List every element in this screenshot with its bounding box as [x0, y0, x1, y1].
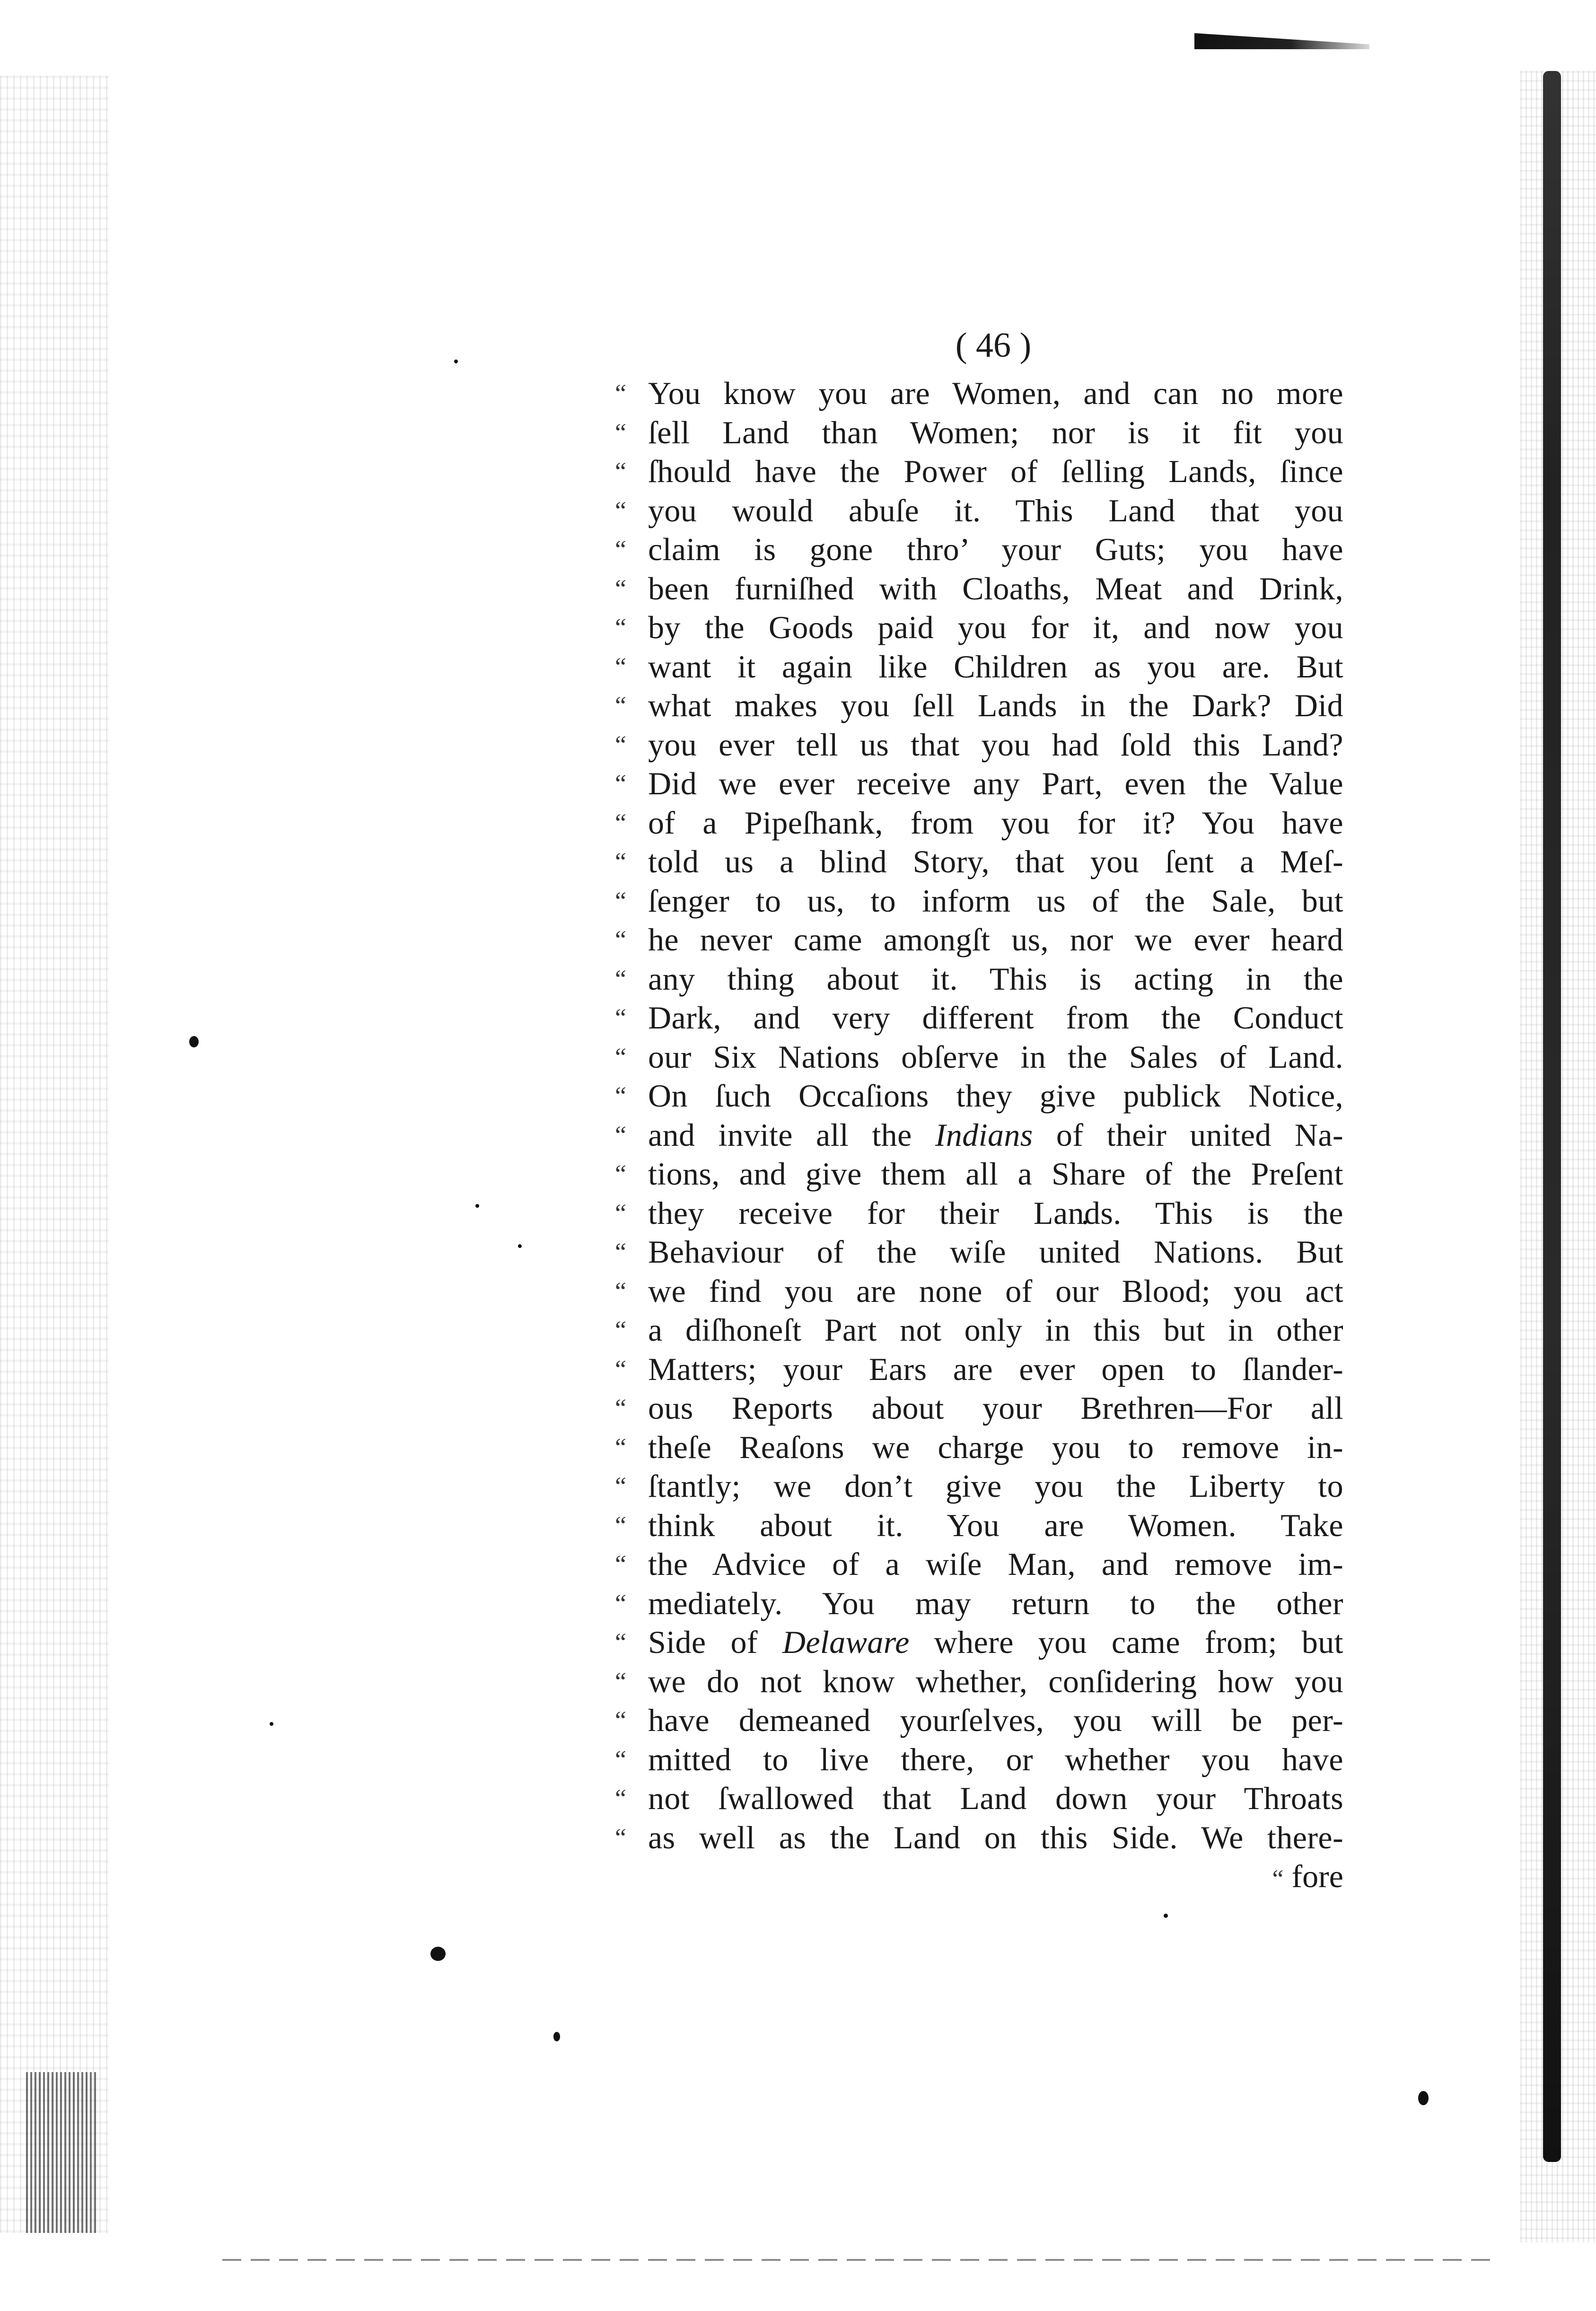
text-line: [615, 881, 1343, 921]
ink-speck: [189, 1036, 199, 1047]
body-text: [615, 374, 1343, 1896]
line-text: ſtantly; we don’t give you the Liberty to: [648, 1468, 1343, 1504]
quotation-mark: “: [615, 613, 626, 641]
quotation-mark: “: [615, 1706, 626, 1734]
quotation-mark: “: [615, 1160, 626, 1188]
line-text: as well as the Land on this Side. We there-: [648, 1819, 1343, 1855]
quotation-mark: “: [615, 730, 626, 759]
quotation-mark: “: [615, 1589, 626, 1617]
line-text: On ſuch Occaſions they give publick Notice,: [648, 1078, 1343, 1114]
quotation-mark: “: [615, 769, 626, 798]
text-line: [615, 764, 1343, 803]
ink-speck: [454, 360, 458, 363]
text-line: [615, 569, 1343, 608]
text-line: [615, 1740, 1343, 1779]
text-line: [615, 1467, 1343, 1506]
line-text: [648, 1623, 1343, 1662]
italic-word: Delaware: [782, 1624, 910, 1660]
quotation-mark: “: [615, 574, 626, 603]
text-line: [615, 1272, 1343, 1311]
line-text: mediately. You may return to the other: [648, 1585, 1343, 1621]
quotation-mark: “: [615, 1550, 626, 1578]
quotation-mark: “: [615, 1472, 626, 1500]
text-line: [615, 1623, 1343, 1662]
quotation-mark: “: [615, 1198, 626, 1227]
line-text: been furniſhed with Cloaths, Meat and Drink,: [648, 570, 1343, 606]
text-line: [615, 1779, 1343, 1818]
line-text: you would abuſe it. This Land that you: [648, 492, 1343, 528]
line-text: we do not know whether, conſidering how you: [648, 1663, 1343, 1699]
ink-speck: [430, 1947, 446, 1961]
quotation-mark: “: [615, 691, 626, 720]
line-text-segment: and invite all the: [648, 1116, 935, 1153]
line-text: theſe Reaſons we charge you to remove in-: [648, 1429, 1343, 1465]
line-text-segment: where you came from; but: [909, 1624, 1343, 1660]
text-line: [615, 647, 1343, 686]
text-line: [615, 998, 1343, 1037]
text-line: [615, 1076, 1343, 1116]
quotation-mark: “: [615, 964, 626, 993]
line-text-segment: of their united Na-: [1033, 1116, 1343, 1153]
quotation-mark: “: [615, 535, 626, 563]
text-line: [615, 1428, 1343, 1467]
line-text: [648, 1116, 1343, 1155]
ink-speck: [553, 2032, 560, 2041]
line-text: tions, and give them all a Share of the Preſent: [648, 1156, 1343, 1192]
quotation-mark: “: [615, 457, 626, 485]
text-line: [615, 1662, 1343, 1701]
line-text: not ſwallowed that Land down your Throats: [648, 1780, 1343, 1816]
line-text: by the Goods paid you for it, and now you: [648, 609, 1343, 645]
quotation-mark: “: [615, 925, 626, 954]
line-text: of a Pipeſhank, from you for it? You have: [648, 804, 1343, 841]
text-line: [615, 491, 1343, 530]
text-line: [615, 1350, 1343, 1389]
text-line: [615, 530, 1343, 569]
line-text: the Advice of a wiſe Man, and remove im-: [648, 1546, 1343, 1582]
line-text: our Six Nations obſerve in the Sales of Land.: [648, 1038, 1343, 1075]
text-line: [615, 1194, 1343, 1233]
text-line: [615, 686, 1343, 725]
text-line: [615, 374, 1343, 413]
quotation-mark: “: [1272, 1864, 1284, 1893]
line-text: ſhould have the Power of ſelling Lands, ſince: [648, 453, 1343, 489]
scan-left-edge-shadow: [26, 2072, 97, 2233]
text-line: [615, 1584, 1343, 1623]
line-text: Matters; your Ears are ever open to ſlander-: [648, 1351, 1343, 1387]
ink-speck: [475, 1204, 479, 1208]
scan-top-mark: [1194, 33, 1369, 49]
line-text: what makes you ſell Lands in the Dark? Did: [648, 687, 1343, 723]
quotation-mark: “: [615, 652, 626, 681]
line-text: we find you are none of our Blood; you act: [648, 1273, 1343, 1309]
text-line: [615, 803, 1343, 843]
page-number: ( 46 ): [955, 326, 1032, 365]
text-line: [615, 1310, 1343, 1350]
quotation-mark: “: [615, 1238, 626, 1266]
quotation-mark: “: [615, 1511, 626, 1539]
text-line: [615, 1388, 1343, 1428]
ink-speck: [518, 1244, 522, 1248]
quotation-mark: “: [615, 1745, 626, 1774]
ink-speck: [1418, 2091, 1429, 2105]
quotation-mark: “: [615, 1823, 626, 1852]
ink-speck: [270, 1722, 273, 1726]
line-text: ous Reports about your Brethren—For all: [648, 1390, 1343, 1426]
catchword: [615, 1857, 1343, 1896]
ink-speck: [1164, 1914, 1168, 1918]
line-text-segment: Side of: [648, 1624, 782, 1660]
line-text: he never came amongſt us, nor we ever heard: [648, 922, 1343, 958]
quotation-mark: “: [615, 1628, 626, 1656]
quotation-mark: “: [615, 1394, 626, 1422]
quotation-mark: “: [615, 847, 626, 876]
quotation-mark: “: [615, 1276, 626, 1305]
scan-left-edge: [0, 76, 109, 2233]
line-text: you ever tell us that you had ſold this Land?: [648, 726, 1343, 763]
line-text: Dark, and very different from the Conduct: [648, 1000, 1343, 1036]
quotation-mark: “: [615, 1784, 626, 1812]
text-line: [615, 959, 1343, 999]
text-line: [615, 725, 1343, 764]
quotation-mark: “: [615, 1081, 626, 1110]
text-line: [615, 1545, 1343, 1584]
italic-word: Indians: [935, 1116, 1033, 1153]
text-line: [615, 1037, 1343, 1077]
line-text: they receive for their Lands. This is the: [648, 1195, 1343, 1231]
line-text: Did we ever receive any Part, even the Value: [648, 765, 1343, 801]
line-text: claim is gone thro’ your Guts; you have: [648, 531, 1343, 567]
quotation-mark: “: [615, 1354, 626, 1383]
quotation-mark: “: [615, 1667, 626, 1696]
line-text: a diſhoneſt Part not only in this but in other: [648, 1312, 1343, 1348]
quotation-mark: “: [615, 418, 626, 447]
quotation-mark: “: [615, 1042, 626, 1071]
text-line: [615, 1701, 1343, 1740]
text-line: [615, 413, 1343, 452]
line-text: told us a blind Story, that you ſent a Meſ-: [648, 844, 1343, 879]
text-line: [615, 920, 1343, 959]
quotation-mark: “: [615, 1432, 626, 1461]
quotation-mark: “: [615, 1316, 626, 1344]
text-line: [615, 1154, 1343, 1194]
quotation-mark: “: [615, 808, 626, 837]
catchword-text: fore: [1291, 1858, 1343, 1894]
line-text: think about it. You are Women. Take: [648, 1507, 1343, 1543]
quotation-mark: “: [615, 379, 626, 407]
line-text: Behaviour of the wiſe united Nations. But: [648, 1234, 1343, 1270]
line-text: mitted to live there, or whether you have: [648, 1741, 1343, 1777]
line-text: have demeaned yourſelves, you will be per-: [648, 1702, 1343, 1738]
text-line: [615, 1818, 1343, 1857]
line-text: ſenger to us, to inform us of the Sale, but: [648, 882, 1343, 919]
text-line: [615, 1506, 1343, 1545]
scan-bottom-line: [222, 2259, 1500, 2261]
text-line: [615, 1232, 1343, 1272]
text-line: [615, 608, 1343, 647]
text-line: [615, 842, 1343, 881]
quotation-mark: “: [615, 886, 626, 915]
text-line: [615, 452, 1343, 491]
line-text: You know you are Women, and can no more: [648, 375, 1343, 411]
line-text: ſell Land than Women; nor is it fit you: [648, 414, 1343, 450]
quotation-mark: “: [615, 496, 626, 525]
binding-shadow: [1543, 71, 1561, 2162]
text-line: [615, 1116, 1343, 1155]
line-text: any thing about it. This is acting in the: [648, 960, 1343, 997]
quotation-mark: “: [615, 1120, 626, 1149]
line-text: want it again like Children as you are. But: [648, 648, 1343, 685]
quotation-mark: “: [615, 1003, 626, 1032]
